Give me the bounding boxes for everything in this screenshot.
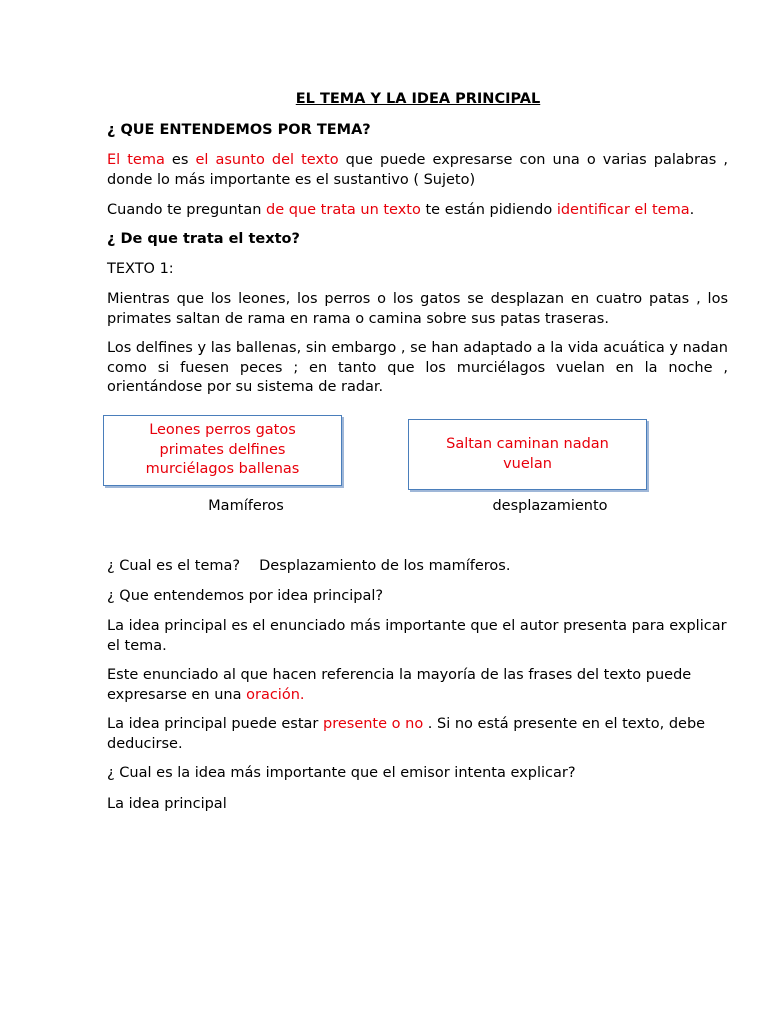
texto-label: TEXTO 1: [107,261,174,277]
highlight-identificar: identificar el tema [556,202,690,218]
box-mamiferos-line: Leones perros gatos [149,422,296,439]
question-cual-tema: ¿ Cual es el tema? Desplazamiento de los mamíferos. [107,558,511,574]
question-de-que-trata: ¿ De que trata el texto? [107,231,300,247]
answer-tema: Desplazamiento de los mamíferos. [259,558,511,574]
box-desplazamiento-line: Saltan caminan nadan [446,436,609,452]
box-desplazamiento-line: vuelan [503,455,552,472]
paragraph-delfines: Los delfines y las ballenas, sin embargo , se han adaptado a la vida acuática y nadan como si fuesen peces ; en tanto que los murciélagos vuelan en la noche , orientándose por su sistema de radar. [107,340,728,395]
question-emisor: ¿ Cual es la idea más importante que el emisor intenta explicar? [107,765,576,781]
paragraph-identificar: Cuando te preguntan de que trata un texto te están pidiendo identificar el tema. [107,202,695,218]
box-mamiferos-line: primates delfines [159,441,286,458]
highlight-de-que-trata: de que trata un texto [266,202,421,218]
paragraph-presente: La idea principal puede estar presente o no . Si no está presente en el texto, debe deducirse. [107,716,706,752]
paragraph-idea-definition: La idea principal es el enunciado más importante que el autor presenta para explicar el tema. [107,618,727,654]
page-title: EL TEMA Y LA IDEA PRINCIPAL [295,91,541,107]
caption-desplazamiento: desplazamiento [492,498,608,514]
question-idea-principal: ¿ Que entendemos por idea principal? [107,588,384,604]
highlight-oracion: oración. [246,686,305,703]
box-desplazamiento [408,419,647,490]
paragraph-enunciado: Este enunciado al que hacen referencia la mayoría de las frases del texto puede expresarse en una oración. [107,667,692,703]
highlight-presente-o-no: presente o no [323,716,424,732]
box-mamiferos-line: murciélagos ballenas [145,461,300,478]
question-tema: ¿ QUE ENTENDEMOS POR TEMA? [107,122,371,138]
paragraph-idea-principal: La idea principal [107,796,227,812]
caption-mamiferos: Mamíferos [208,498,284,514]
paragraph-leones: Mientras que los leones, los perros o los gatos se desplazan en cuatro patas , los primates saltan de rama en rama o camina sobre sus patas traseras. [107,291,728,327]
box-mamiferos [103,415,342,486]
paragraph-tema-definition: El tema es el asunto del texto que puede expresarse con una o varias palabras , donde lo más importante es el sustantivo ( Sujeto) [107,152,729,188]
highlight-asunto: el asunto del texto [195,152,339,168]
highlight-el-tema: El tema [107,152,165,168]
